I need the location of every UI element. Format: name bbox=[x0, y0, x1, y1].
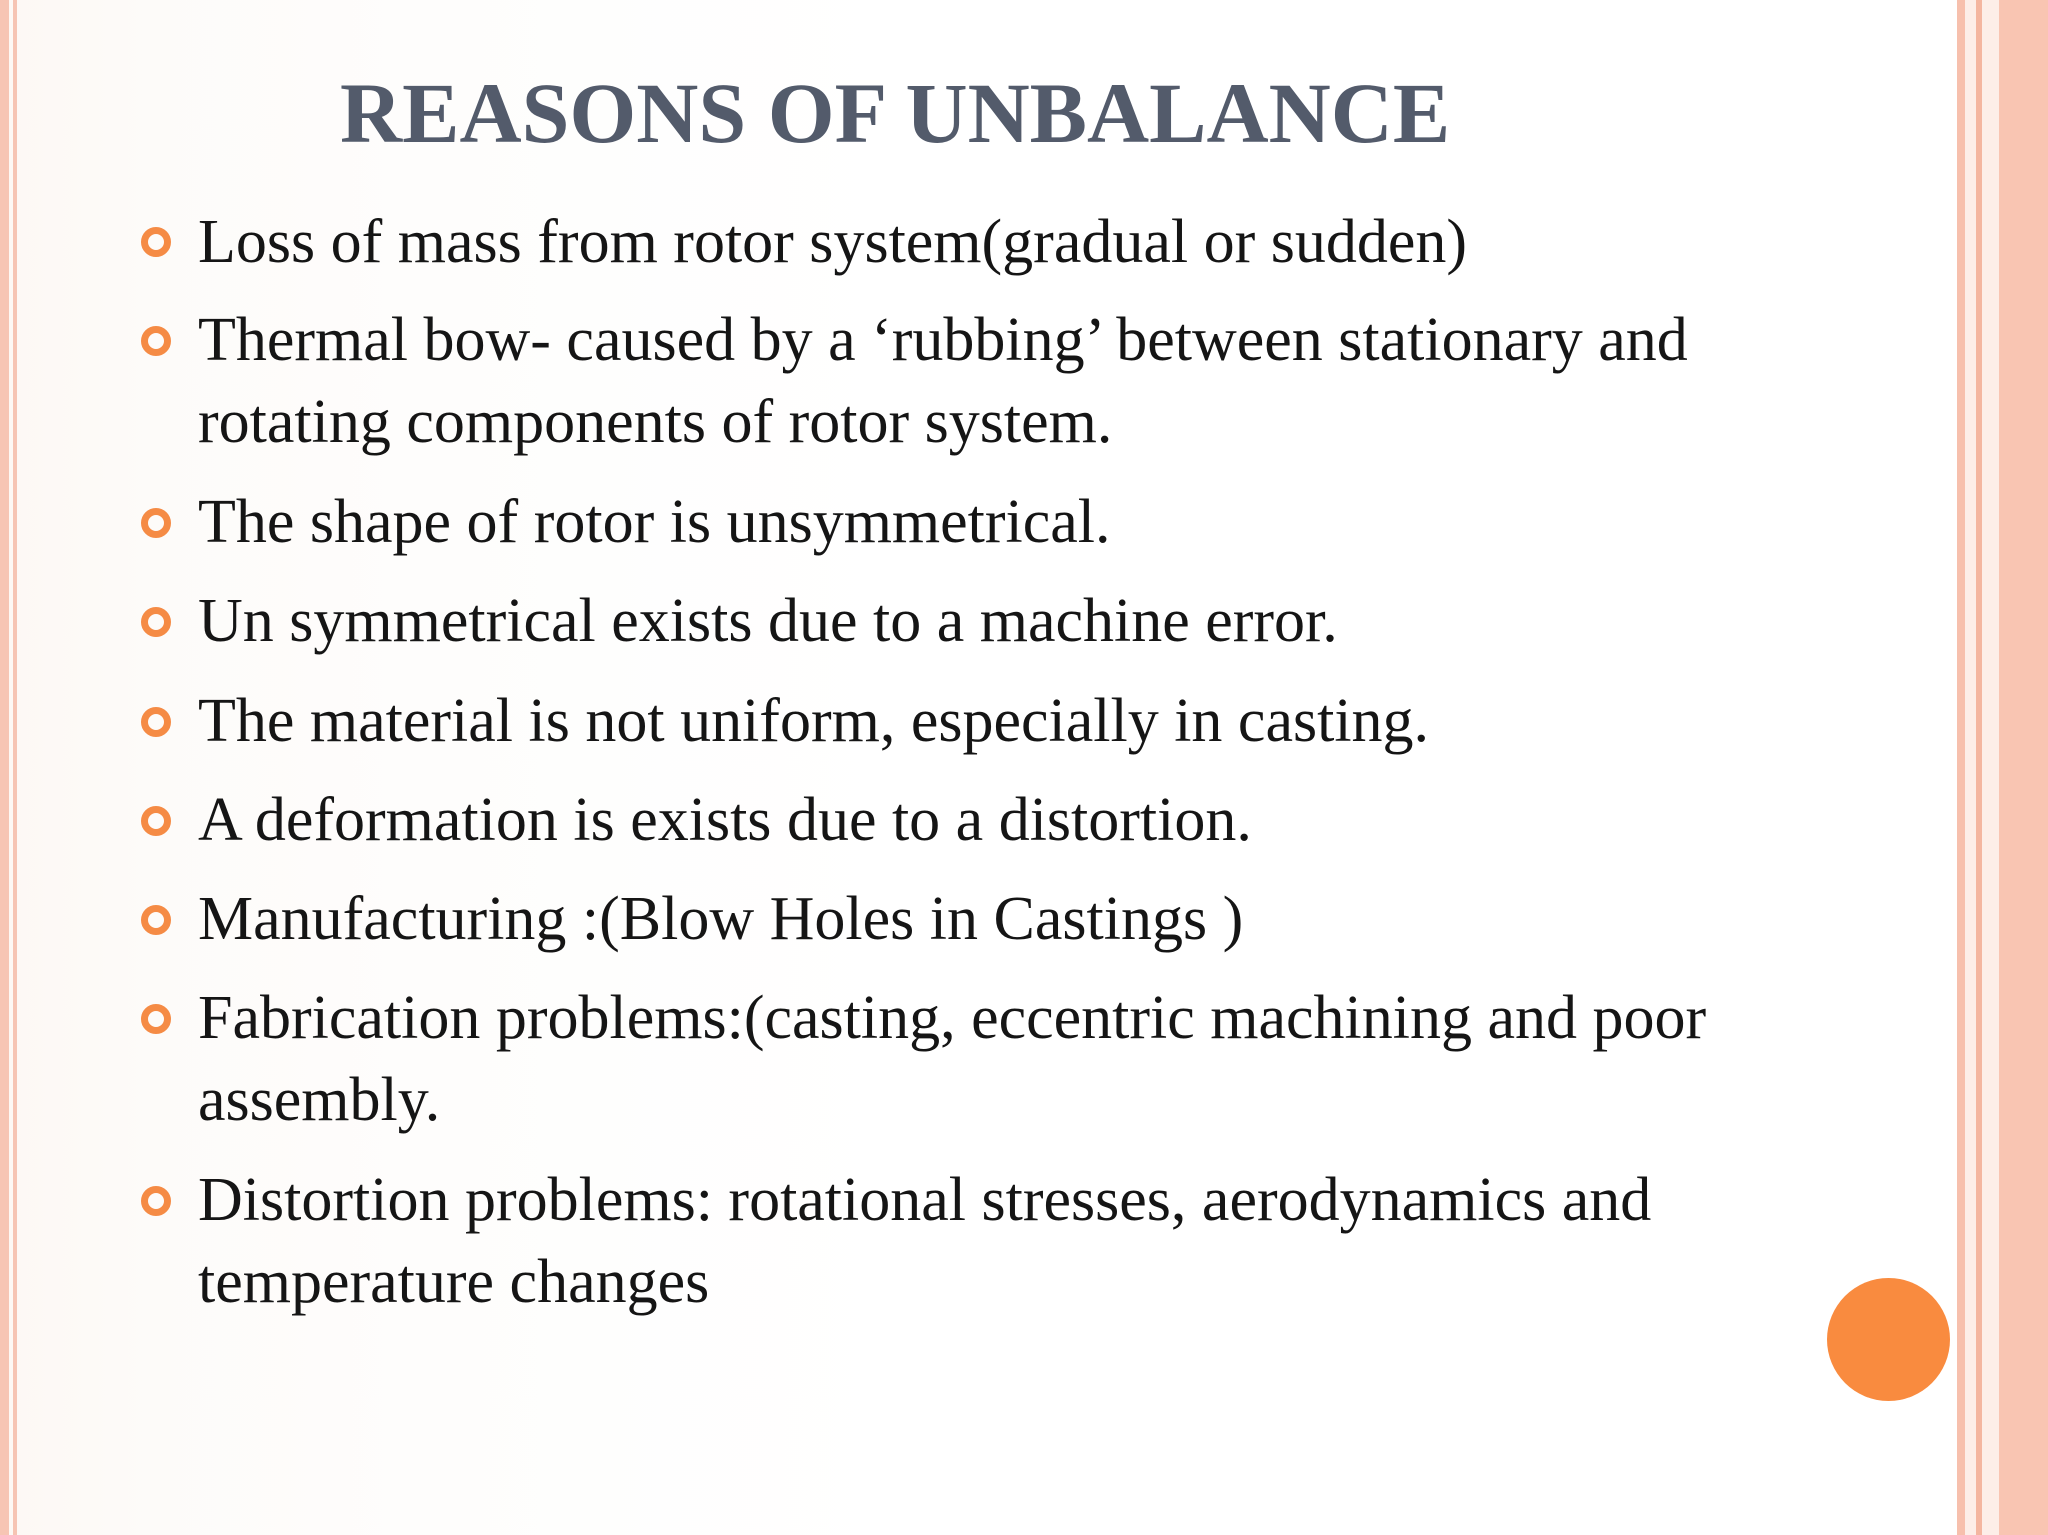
bullet-text-continuation: rotating components of rotor system. bbox=[198, 388, 1113, 456]
bullet-marker-icon bbox=[141, 326, 171, 356]
left-border-stripe bbox=[13, 0, 17, 1535]
right-border-stripe bbox=[1982, 0, 1999, 1535]
slide-title: REASONS OF UNBALANCE bbox=[340, 65, 1451, 161]
bullet-marker-icon bbox=[141, 1004, 171, 1034]
bullet-text: A deformation is exists due to a distortion. bbox=[198, 786, 1252, 854]
bullet-marker-icon bbox=[141, 227, 171, 257]
bullet-marker-icon bbox=[141, 607, 171, 637]
bullet-marker-icon bbox=[141, 508, 171, 538]
bullet-text-continuation: temperature changes bbox=[198, 1248, 710, 1316]
bullet-marker-icon bbox=[141, 707, 171, 737]
left-border-stripe bbox=[0, 0, 9, 1535]
bullet-text: Loss of mass from rotor system(gradual or sudden) bbox=[198, 208, 1468, 276]
right-border-stripe bbox=[1999, 0, 2048, 1535]
right-border-stripe bbox=[1965, 0, 1976, 1535]
bullet-marker-icon bbox=[141, 806, 171, 836]
bullet-text-continuation: assembly. bbox=[198, 1066, 441, 1134]
bullet-text: The material is not uniform, especially in casting. bbox=[198, 687, 1430, 755]
bullet-text: The shape of rotor is unsymmetrical. bbox=[198, 488, 1111, 556]
bullet-text: Thermal bow- caused by a ‘rubbing’ between stationary and bbox=[198, 306, 1688, 374]
bullet-text: Manufacturing :(Blow Holes in Castings ) bbox=[198, 885, 1244, 953]
bullet-text: Distortion problems: rotational stresses, aerodynamics and bbox=[198, 1166, 1652, 1234]
right-border-stripe bbox=[1957, 0, 1965, 1535]
bullet-text: Fabrication problems:(casting, eccentric machining and poor bbox=[198, 984, 1707, 1052]
bullet-marker-icon bbox=[141, 1186, 171, 1216]
bullet-text: Un symmetrical exists due to a machine error. bbox=[198, 587, 1338, 655]
bullet-marker-icon bbox=[141, 905, 171, 935]
decorative-orange-circle bbox=[1827, 1278, 1950, 1401]
